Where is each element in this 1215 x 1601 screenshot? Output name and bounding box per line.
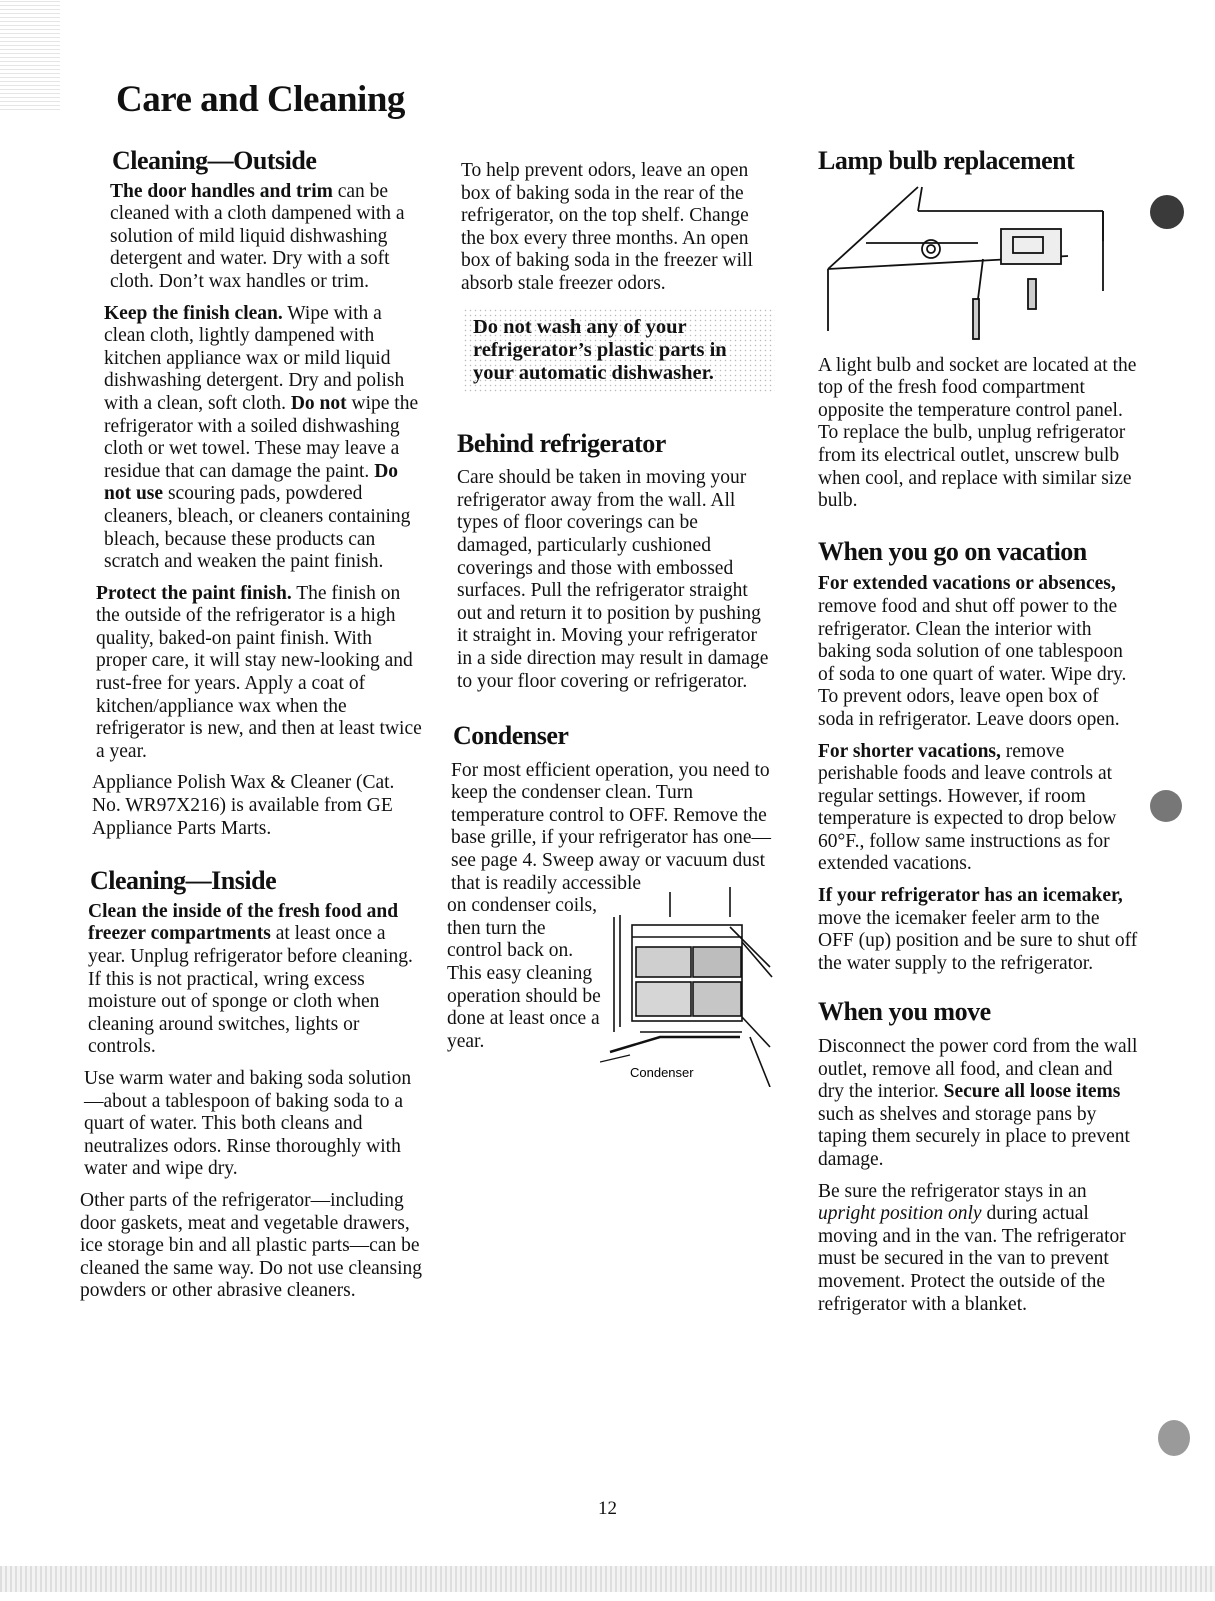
text-protect-finish: The finish on the outside of the refrigerator is a high quality, baked-on paint finish. With proper care, it will stay new-looking and rust-free for years. Apply a coat of kitchen/appliance wax when the refrigerator is new, and then at least twice a year. (96, 582, 422, 762)
para-clean-inside (88, 901, 425, 1059)
lead-extended-vacations: For extended vacations or absences, (818, 573, 1116, 595)
page-title: Care and Cleaning (116, 79, 405, 120)
para-move-1 (818, 1036, 1138, 1172)
lamp-bulb-illustration (818, 181, 1118, 349)
condenser-area (447, 895, 775, 1095)
text-shorter-vacations: remove perishable foods and leave controls at regular settings. However, if room temperature is expected to drop below 60°F., follow same instructions as for extended vacations. (818, 740, 1117, 875)
text-extended-vacations: remove food and shut off power to the refrigerator. Clean the interior with baking soda solution of one tablespoon of soda to one quart of water. Wipe dry. To prevent odors, leave open box of soda in refrigerator. Leave doors open. (818, 595, 1127, 730)
condenser-illustration (600, 887, 775, 1087)
para-odors: To help prevent odors, leave an open box of baking soda in the rear of the refrigerator, on the top shelf. Change the box every three months. An open box of baking soda in the freezer will absorb stale freezer odors. (461, 160, 753, 294)
binder-hole-mark (1158, 1420, 1190, 1456)
text-keep-finish-3: scouring pads, powdered cleaners, bleach, or cleaners containing bleach, because these products can scratch and weaken the paint finish. (104, 483, 411, 573)
para-condenser-2: on condenser coils, then turn the control back on. This easy cleaning operation should be done at least once a year. (447, 895, 601, 1052)
text-keep-finish-2: wipe the refrigerator with a soiled dishwashing cloth or wet towel. These may leave a residue that can damage the paint. (104, 392, 419, 482)
lead-keep-finish: Keep the finish clean. (104, 302, 283, 324)
para-protect-finish (96, 583, 425, 764)
bold-do-not: Do not (290, 392, 347, 414)
scan-edge-marks (0, 0, 60, 110)
heading-move: When you move (818, 997, 991, 1027)
text-move-1: Disconnect the power cord from the wall outlet, remove all food, and clean and dry the interior. (818, 1036, 1138, 1103)
text-door-handles: can be cleaned with a cloth dampened with a solution of mild liquid dishwashing detergent and water. Dry with a soft cloth. Don’t wax handles or trim. (110, 180, 405, 292)
text-move-2b: during actual moving and in the van. The refrigerator must be secured in the van to prevent movement. Protect the outside of the refrigerator with a blanket. (818, 1203, 1126, 1315)
para-extended-vacations (818, 573, 1138, 731)
bold-do-not-use: Do not use (104, 460, 399, 505)
condenser-caption: Condenser (630, 1065, 694, 1081)
binder-hole-mark (1150, 195, 1184, 229)
lead-door-handles: The door handles and trim (110, 180, 333, 202)
para-move-2 (818, 1181, 1138, 1317)
scan-bottom-bar (0, 1566, 1215, 1592)
bold-secure-items: Secure all loose items (943, 1081, 1121, 1103)
text-icemaker: move the icemaker feeler arm to the OFF (up) position and be sure to shut off the water supply to the refrigerator. (818, 907, 1138, 974)
para-condenser: For most efficient operation, you need to keep the condenser clean. Turn temperature control to OFF. Remove the base grille, if your refrigerator has one—see page 4. Sweep away or vacuum dust that is readily accessible (451, 759, 771, 894)
heading-condenser: Condenser (453, 721, 569, 751)
dishwasher-warning: Do not wash any of your refrigerator’s plastic parts in your automatic dishwasher. (463, 308, 775, 393)
binder-hole-mark (1150, 790, 1182, 822)
heading-vacation: When you go on vacation (818, 536, 1087, 566)
para-lamp: A light bulb and socket are located at the top of the fresh food compartment opposite the temperature control panel. To replace the bulb, unplug refrigerator from its electrical outlet, unscrew bulb when cool, and replace with similar size bulb. (818, 354, 1137, 512)
para-shorter-vacations (818, 741, 1138, 877)
para-icemaker (818, 885, 1138, 975)
heading-lamp-bulb: Lamp bulb replacement (818, 146, 1075, 175)
italic-upright: upright position only (818, 1203, 982, 1225)
para-baking-soda: Use warm water and baking soda solution—about a tablespoon of baking soda to a quart of water. This both cleans and neutralizes odors. Rinse thoroughly with water and wipe dry. (84, 1067, 412, 1180)
lead-protect-finish: Protect the paint finish. (96, 582, 292, 604)
heading-behind-refrigerator: Behind refrigerator (457, 428, 666, 458)
lead-shorter-vacations: For shorter vacations, (818, 740, 1001, 762)
text-keep-finish: Wipe with a clean cloth, lightly dampened with kitchen appliance wax or mild liquid dishwashing detergent. Dry and polish with a clean, soft cloth. (104, 302, 405, 414)
column-right (818, 146, 1138, 1325)
text-move-1b: such as shelves and storage pans by taping them securely in place to prevent damage. (818, 1103, 1130, 1170)
lead-icemaker: If your refrigerator has an icemaker, (818, 885, 1123, 907)
para-door-handles (110, 181, 425, 294)
text-move-2a: Be sure the refrigerator stays in an (818, 1180, 1087, 1202)
para-other-parts: Other parts of the refrigerator—including door gaskets, meat and vegetable drawers, ice storage bin and all plastic parts—can be cleaned the same way. Do not use cleansing powders or other abrasive cleaners. (80, 1189, 423, 1302)
heading-cleaning-inside: Cleaning—Inside (90, 866, 277, 896)
heading-cleaning-outside: Cleaning—Outside (112, 146, 317, 175)
para-keep-finish (104, 303, 425, 574)
para-behind: Care should be taken in moving your refrigerator away from the wall. All types of floor coverings can be damaged, particularly cushioned coverings and those with embossed surfaces. Pull the refrigerator straight out and return it to position by pushing it straight in. Moving your refrigerator in a side direction may result in damage to your floor covering or refrigerator. (457, 467, 769, 692)
lead-clean-inside: Clean the inside of the fresh food and freezer compartments (88, 900, 399, 945)
para-polish-wax: Appliance Polish Wax & Cleaner (Cat. No. WR97X216) is available from GE Appliance Parts Marts. (92, 772, 395, 839)
text-clean-inside: at least once a year. Unplug refrigerator before cleaning. If this is not practical, wring excess moisture out of sponge or cloth when cleaning around switches, lights or controls. (88, 923, 413, 1058)
page-number: 12 (598, 1498, 617, 1519)
column-middle (447, 160, 775, 1095)
column-left (80, 146, 425, 1312)
